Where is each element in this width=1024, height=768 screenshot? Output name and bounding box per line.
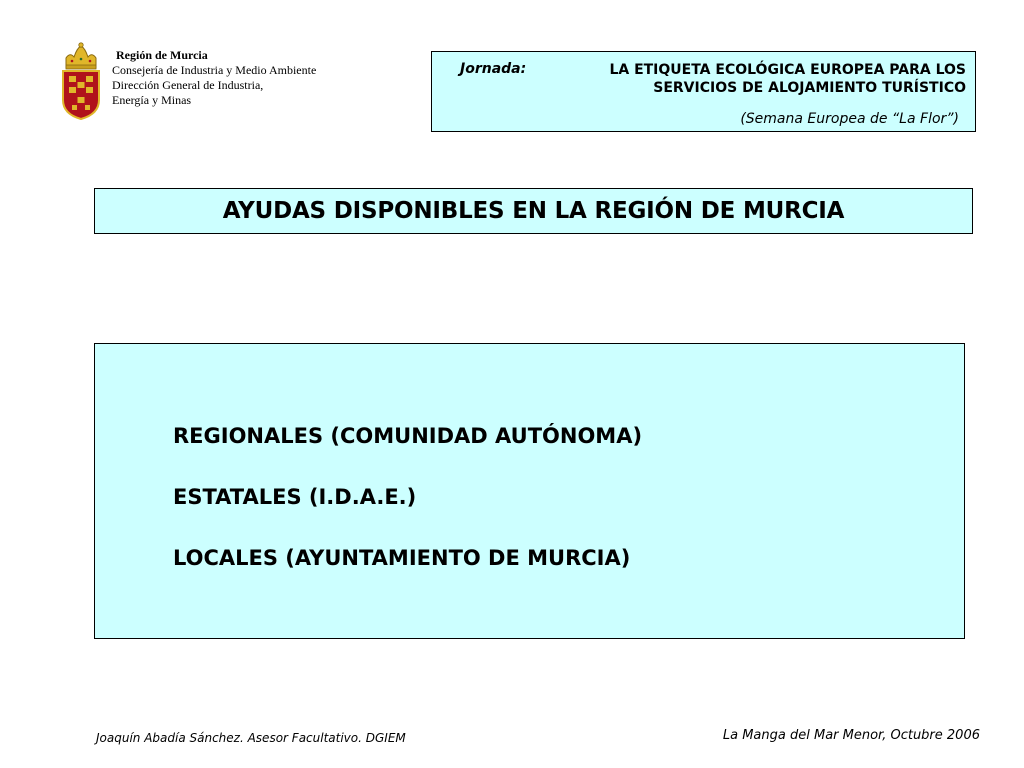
organization-header: [112, 48, 316, 108]
page-title-box: [94, 188, 973, 234]
footer-author: Joaquín Abadía Sánchez. Asesor Facultativo. DGIEM: [96, 731, 406, 745]
jornada-box: [431, 51, 976, 132]
jornada-title-line: LA ETIQUETA ECOLÓGICA EUROPEA PARA LOS: [609, 62, 966, 78]
jornada-title-line: SERVICIOS DE ALOJAMIENTO TURÍSTICO: [653, 80, 966, 96]
coat-of-arms-logo: [60, 42, 102, 120]
list-item: LOCALES (AYUNTAMIENTO DE MURCIA): [173, 546, 631, 570]
jornada-subtitle: (Semana Europea de “La Flor”): [740, 111, 959, 127]
org-line: Energía y Minas: [112, 93, 192, 107]
org-line: Consejería de Industria y Medio Ambiente: [112, 63, 317, 77]
list-item: ESTATALES (I.D.A.E.): [173, 485, 417, 509]
footer-place-date: La Manga del Mar Menor, Octubre 2006: [722, 728, 980, 743]
list-item: REGIONALES (COMUNIDAD AUTÓNOMA): [173, 424, 643, 448]
page-title: AYUDAS DISPONIBLES EN LA REGIÓN DE MURCIA: [222, 198, 845, 224]
aid-list-box: [94, 343, 965, 639]
jornada-label: Jornada:: [460, 61, 527, 77]
org-line: Dirección General de Industria,: [112, 78, 264, 92]
jornada-title: [546, 61, 966, 97]
aid-list: [173, 422, 642, 605]
org-name: Región de Murcia: [116, 48, 208, 62]
